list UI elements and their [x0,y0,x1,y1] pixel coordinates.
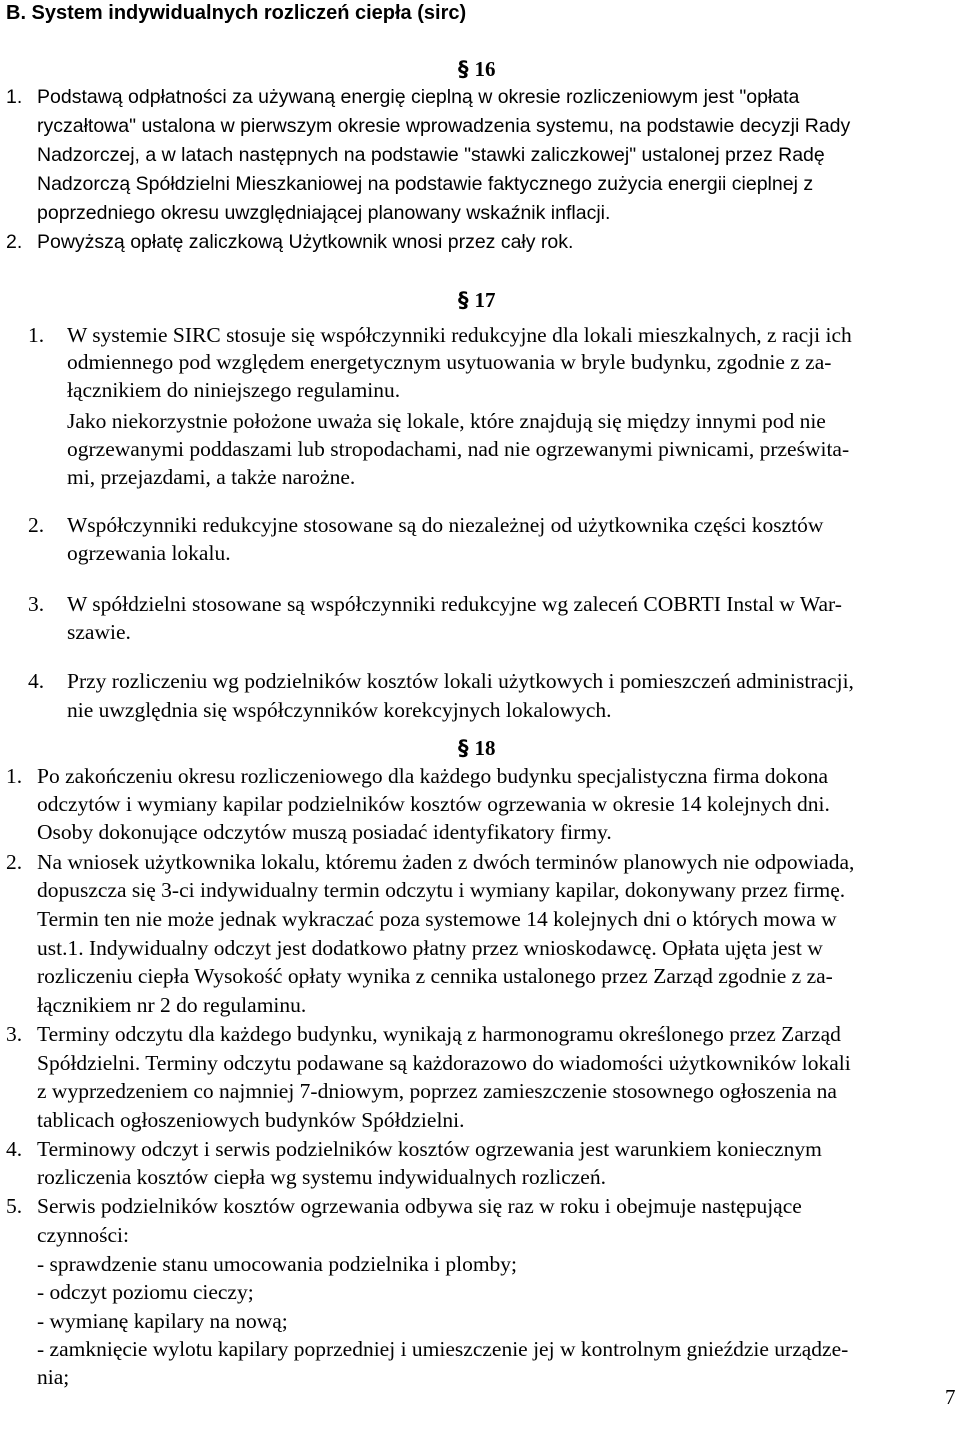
point-text-line: nie uwzględnia się współczynników korekcyjnych lokalowych. [67,698,612,722]
point-text-line: łącznikiem nr 2 do regulaminu. [37,993,307,1017]
paragraph-sign: § [458,57,469,81]
section-16-title [458,56,960,83]
point-text-line: Terminowy odczyt i serwis podzielników kosztów ogrzewania jest warunkiem koniecznym [37,1137,822,1161]
paragraph-sign: § [458,736,469,760]
point-number: 1. [6,764,23,788]
point-text-line: ogrzewania lokalu. [67,541,231,565]
point-text-line: - zamknięcie wylotu kapilary poprzedniej i umieszczenie jej w kontrolnym gnieździe urządze- [37,1337,849,1361]
section-number: 18 [474,736,496,760]
point-text-line: W systemie SIRC stosuje się współczynniki redukcyjne dla lokali mieszkalnych, z racji ich [67,323,852,347]
point-text-line: rozliczeniu ciepła Wysokość opłaty wynika z cennika ustalonego przez Zarząd zgodnie z za- [37,964,833,988]
point-text-line: ryczałtowa" ustalona w pierwszym okresie wprowadzenia systemu, na podstawie decyzji Rady [37,115,851,137]
point-text-line: Spółdzielni. Terminy odczytu podawane są każdorazowo do wiadomości użytkowników lokali [37,1051,851,1075]
point-text-line: Osoby dokonujące odczytów muszą posiadać identyfikatory firmy. [37,820,612,844]
point-number: 4. [28,669,45,693]
point-text-line: Terminy odczytu dla każdego budynku, wynikają z harmonogramu określonego przez Zarząd [37,1022,841,1046]
paragraph-sign: § [458,288,469,312]
point-text-line: Termin ten nie może jednak wykraczać poza systemowe 14 kolejnych dni o których mowa w [37,907,837,931]
point-text-line: nia; [37,1365,70,1389]
point-text-line: Przy rozliczeniu wg podzielników kosztów lokali użytkowych i pomieszczeń administracji, [67,669,854,693]
point-number: 4. [6,1137,23,1161]
point-text-line: Jako niekorzystnie położone uważa się lokale, które znajdują się między innymi pod nie [67,409,826,433]
point-number: 2. [6,850,23,874]
point-text-line: dopuszcza się 3-ci indywidualny termin odczytu i wymiany kapilar, dokonywany przez firmę. [37,878,846,902]
point-text-line: poprzedniego okresu uwzględniającej planowany wskaźnik inflacji. [37,202,611,224]
point-text-line: odmiennego pod względem energetycznym usytuowania w bryle budynku, zgodnie z za- [67,350,832,374]
point-number: 2. [28,513,45,537]
page-number: 7 [945,1385,956,1409]
point-number: 1. [28,323,45,347]
point-number: 3. [6,1022,23,1046]
point-text-line: Nadzorczej, a w latach następnych na podstawie "stawki zaliczkowej" ustalonej przez Radę [37,144,825,166]
section-heading: B. System indywidualnych rozliczeń ciepła (sirc) [6,2,467,24]
point-text-line: Współczynniki redukcyjne stosowane są do niezależnej od użytkownika części kosztów [67,513,824,537]
point-text-line: Powyższą opłatę zaliczkową Użytkownik wnosi przez cały rok. [37,231,574,253]
point-text-line: z wyprzedzeniem co najmniej 7-dniowym, poprzez zamieszczenie stosownego ogłoszenia na [37,1079,837,1103]
section-number: 16 [474,57,496,81]
point-text-line: - wymianę kapilary na nową; [37,1309,288,1333]
point-text-line: - odczyt poziomu cieczy; [37,1280,254,1304]
point-text-line: ogrzewanymi poddaszami lub stropodachami, nad nie ogrzewanymi piwnicami, prześwita- [67,437,850,461]
point-text-line: ust.1. Indywidualny odczyt jest dodatkowo płatny przez wnioskodawcę. Opłata ujęta jest w [37,936,823,960]
point-text-line: Serwis podzielników kosztów ogrzewania odbywa się raz w roku i obejmuje następujące [37,1194,802,1218]
point-text-line: mi, przejazdami, a także narożne. [67,465,356,489]
point-text-line: szawie. [67,620,131,644]
point-text-line: czynności: [37,1223,129,1247]
section-number: 17 [474,288,496,312]
section-17-title [458,287,960,314]
point-number: 1. [6,86,23,108]
point-text-line: Podstawą odpłatności za używaną energię cieplną w okresie rozliczeniowym jest "opłata [37,86,800,108]
point-text-line: tablicach ogłoszeniowych budynków Spółdzielni. [37,1108,465,1132]
point-text-line: odczytów i wymiany kapilar podzielników kosztów ogrzewania w okresie 14 kolejnych dni. [37,792,830,816]
point-number: 5. [6,1194,23,1218]
point-number: 3. [28,592,45,616]
point-text-line: łącznikiem do niniejszego regulaminu. [67,378,401,402]
point-text-line: W spółdzielni stosowane są współczynniki redukcyjne wg zaleceń COBRTI Instal w War- [67,592,842,616]
point-text-line: rozliczenia kosztów ciepła wg systemu indywidualnych rozliczeń. [37,1165,606,1189]
point-text-line: Nadzorczą Spółdzielni Mieszkaniowej na podstawie faktycznego zużycia energii cieplnej z [37,173,814,195]
point-text-line: Na wniosek użytkownika lokalu, któremu żaden z dwóch terminów planowych nie odpowiada, [37,850,855,874]
point-number: 2. [6,231,23,253]
point-text-line: Po zakończeniu okresu rozliczeniowego dla każdego budynku specjalistyczna firma dokona [37,764,829,788]
point-text-line: - sprawdzenie stanu umocowania podzielnika i plomby; [37,1252,518,1276]
section-18-title [458,735,960,762]
